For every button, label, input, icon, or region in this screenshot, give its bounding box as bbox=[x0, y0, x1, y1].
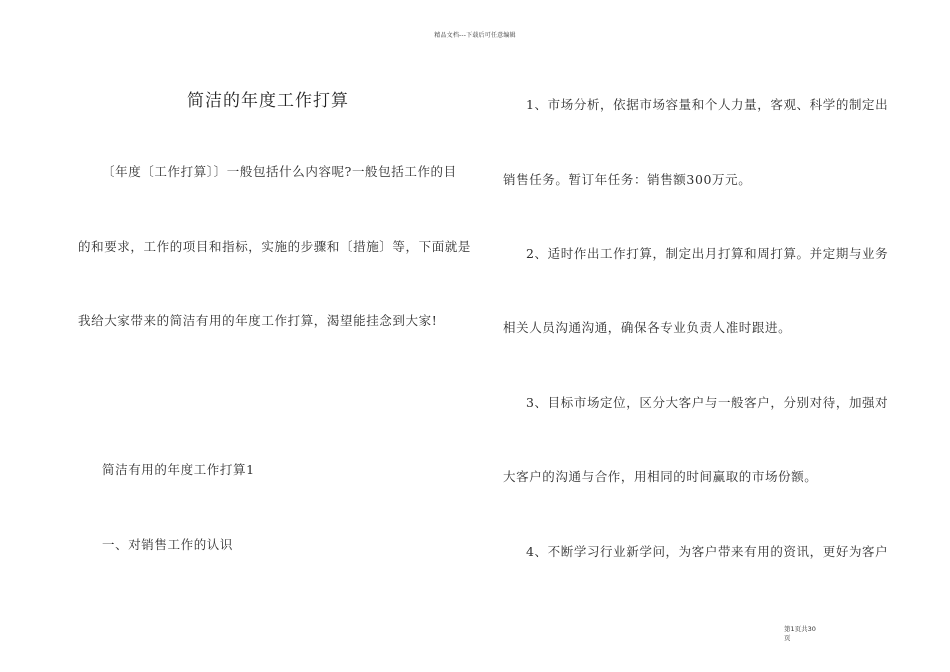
section-heading: 简洁有用的年度工作打算1 bbox=[102, 462, 255, 477]
intro-line-1: 〔年度〔工作打算〕〕一般包括什么内容呢?一般包括工作的目 bbox=[102, 164, 457, 179]
right-line-7: 4、不断学习行业新学问，为客户带来有用的资讯，更好为客户 bbox=[526, 544, 889, 559]
intro-line-2: 的和要求，工作的项目和指标，实施的步骤和〔措施〕等，下面就是 bbox=[78, 239, 472, 254]
subheading: 一、对销售工作的认识 bbox=[102, 537, 234, 552]
right-line-3: 2、适时作出工作打算，制定出月打算和周打算。并定期与业务 bbox=[526, 246, 889, 261]
header-note: 精品文档---下载后可任意编辑 bbox=[434, 32, 516, 39]
page-indicator-line-1: 第1页共30 bbox=[784, 625, 816, 633]
right-line-5: 3、目标市场定位，区分大客户与一般客户，分别对待，加强对 bbox=[526, 395, 889, 410]
right-line-1: 1、市场分析，依据市场容量和个人力量，客观、科学的制定出 bbox=[526, 97, 889, 112]
right-line-4: 相关人员沟通沟通，确保各专业负责人准时跟进。 bbox=[503, 320, 792, 335]
intro-line-3: 我给大家带来的简洁有用的年度工作打算，渴望能挂念到大家! bbox=[78, 313, 438, 328]
page-indicator bbox=[784, 625, 840, 643]
right-line-6: 大客户的沟通与合作，用相同的时间赢取的市场份额。 bbox=[503, 469, 818, 484]
page-indicator-line-2: 页 bbox=[784, 634, 791, 642]
document-title: 简洁的年度工作打算 bbox=[187, 91, 349, 111]
right-line-2: 销售任务。暂订年任务：销售额300万元。 bbox=[503, 172, 752, 187]
